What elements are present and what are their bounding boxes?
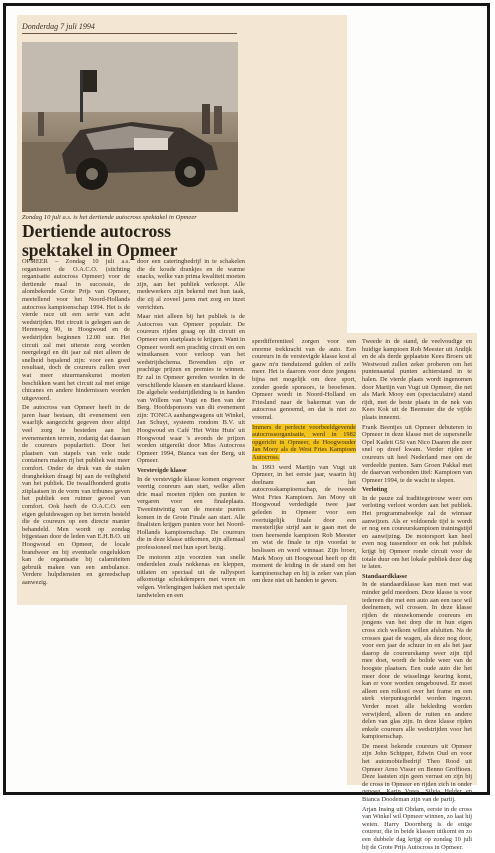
paragraph: Frank Beentjes uit Opmeer debuteren in Opmeer in deze klasse met de supersnelle Opel Kadett GSi van Nico Daaren die zeer snel op dreef kwam. Verder rijden er coureurs uit heel Nederland mee om de verdeelde punten. Sam Groen Pakkal met de daarvan verbonden titel: Kampioen van Opmeer 1994, te de wacht te slepen. [362,423,472,484]
article-column-4 [362,338,472,853]
paragraph: Arjan Insing uit Obdam, eerste in de cross van Winkel wil Opmeer winnen, zo laat hij weten. Harry Doornberg is de enige coureur, die in beide klassen uitkomt en zo een dubbele dag krijgt op zondag 10 juli bij de Grote Prijs Autocross in Opmeer. [362,805,473,851]
paragraph: De autocross van Opmeer heeft in de jaren haar bestaan, dit evenement een waarlijk aangezicht gegeven door altijd veel zorg te besteden aan het evenementen terrein, zodanig dat daaraan de coureurs populariteit. Door het plaatsen van stapels van vele oude containers maken rij het publiek wat meer comfort. Onder de druk van de stalen dranghekken draagt bij aan de veiligheid van het publiek. De twaalfhonderd gratis zitplaatsen in de vorm van tribunes geven het publiek een ruimer gevoel van comfort. Ook heeft de O.A.C.O. een eigen geluidswagen op het terrein besteld die de coureurs op een directe manier behandeld. Men wordt op zondag bijgestaan door de leden van E.H.B.O. uit Hoogwoud en Opmeer, de locale brandweer en bij eventuele ongelukken kan de organisatie bij calamiteiten gebruik maken van een ambulance. Verdere hulpdiensten en gereedschap aanwezig. [22,404,130,586]
paragraph: Maar niet alleen bij het publiek is de Autocross van Opmeer populair. De coureurs rijden graag op dit circuit en Opmeer een startplaats te krijgen. Want in Opmeer wordt een prachtig circuit en een winstkansen voor verloop van het wedstrijdschema. Bovendien zijn er prachtige prijzen en premies te winnen. Er zal in Opmeer gereden worden in de verschillende klassen en standaard klasse. De algehele wedstrijdleiding is in handen van Willem van Vugt en Ben van der Berg. Hoofdsponsors van dit evenement zijn: TONCA aanhangwagens uit Winkel, Jan Schuyt, systeem rondom B.V. uit Hoogwoud en Café 'Het Witte Huis' uit Hoogwoud waar 's avonds de prijzen worden uitgereikt door Miss Autocross Opmeer 1994, Bianca van der Berg, uit Opmeer. [137,313,245,465]
article-headline: Dertiende autocross spektakel in Opmeer [22,221,178,260]
car-photo-illustration [22,42,238,212]
paragraph: OPMEER – Zondag 10 juli a.s. organiseert de O.A.C.O. (stichting organisatie autocross Opmeer) voor de dertiende maal in successie, de alombekende Grote Prijs van Opmeer, meetellend voor het Noord-Hollands autocross kampioenschap 1994. Het is de vierde race uit een serie van acht wedstrijden. Het circuit is gelegen aan de Herenweg 90, te Hoogwoud en de wedstrijden beginnen 12.00 uur. Het circuit zal met uiterste zorg worden neergelegd en dit jaar zal niet alleen de snelheid bepalend zijn: voor een goed resultaat, doch de coureurs zullen over wat meer stuurmanskunst moeten beschikken want het circuit zal met enige chicanes en andere hindernissen worden uitgevoerd. [22,258,130,402]
article-column-1 [22,258,130,589]
photo-caption: Zondag 10 juli a.s. is het dertiende autocross spektakel in Opmeer [22,214,197,221]
autocross-photo [22,42,238,212]
paragraph: De motoren zijn voorzien van snelle onderdelen zoals nokkenas en kleppen, uitlaten en speciaal uit de rallysport afkomstige schokdempers met veren en velgen. Verlengingen bakken met speciale tandwielen en een [137,553,245,599]
highlighted-text: Immers de perfecte voorbeeldgevende autocrossorganisatie, werd in 1982 opgericht in Opmeer, de Hoogwouder Jan Mooy als de West Fries Kampioen Autocross. [252,423,356,461]
paragraph: In 1993 werd Martijn van Vugt uit Opmeer, in het eerste jaar, waarin hij deelnam aan het autocrosskampioenschap, de tweede West Fries Kampioen. Jan Mooy uit Hoogwoud verdedigde twee jaar geleden in Opmeer voor een overtuigelijk finale door een meesterlijke strijd aan te gaan met de toen heersende kampioen Rob Meester en wist de finale te rijn voordat te beslissen en werd winnaar. Zijn broer, Mark Mooy uit Hoogwoud heeft op dit moment de leiding in de stand om het kampioenschap en hij is zeker van plan om deze niet uit handen te geven. [252,463,356,585]
subheading: Standaardklasse [362,572,408,580]
paragraph: door een cateringbedrijf in te schakelen die de koude drankjes en de warme snacks, welke van prima kwaliteit moeten zijn, aan het publiek verkoopt. Alle medewerkers zijn bekend met hun taak, die zij al zoveel jaren met zorg en inzet verrichten. [137,258,245,311]
paragraph: Tweede in de stand, de veelvoudige en huidige kampioen Rob Meester uit Andijk en de als derde geplaatste Kees Broers uit Westwoud zullen zeker proberen om het puntenaantal punten achterstand in te halen. De vierde plaats wordt ingenomen door Martijn van Vugt uit Opmeer, die net als Mark Mooy een (spectaculaire) stand rijdt, met de beste plaats in de nek van Kees Kok uit de Beemster die de vijfde plaats inneemt. [362,338,472,421]
date-line: Donderdag 7 juli 1994 [22,22,237,34]
paragraph: In de verstevigde klasse komen ongeveer veertig coureurs aan start, welke allen drie maal moeten rijden om punten te vergaren voor een finaleplaats. Tweeëntwintig van de meeste punten komen in de Grote Finale aan start. Alle finalisten krijgen punten voor het Noord-Hollands kampioenschap. De coureurs die in deze klasse uitkomen, zijn allemaal professioneel met hun sport bezig. [137,475,245,551]
paragraph: sperdifferentieel zorgen voor een enorme trekkracht van de auto. Een coureurs in de verstevigde klasse kost al gauw m'n tienduizend gulden of zelfs meer. Het is daarom voor deze jongens bijna net mogelijk om deze sport, zonder goede sponsors, te beoefenen. Opmeer wordt in Noord-Holland en Friesland naar de bakermat van de autocross genoemd, en dat is niet zo vreemd. [252,338,356,421]
subheading: Verloting [362,486,388,494]
article-column-2 [137,258,245,601]
paragraph: In de pauze zal traditiegetrouw weer een verloting verloot worden aan het publiek. Het programmaboekje zal de winnaar aanwijzen. Als er voldoende tijd is wordt er nog een coureurskampioen trainingstijd en aanwijzing. De motorsport kan heel even nog tussendoor en ook het publiek krijgt bij Opmeer ronde circuit voor de totale duur om het lokale publiek deze dag te laten. [362,494,472,571]
subheading: Verstevigde klasse [137,467,187,475]
article-column-3 [252,338,356,587]
paragraph: In de standaardklasse kan men met wat minder geld meedoen. Deze klasse is voor iedereen die met een auto aan een race wil deelnemen, wil crossen. In deze klasse rijden de nieuwkomende coureurs en jongens van het dorp die in hun eigen cross zich welkom willen afsluiten. Na de crosses gaat de wagen, als deze nog door, voor een jaar de schuur in en als het jaar daarop de coureurskamp weer zijn tijd mee doet, wordt de bolide weer van de hoogste plaatsen. Een oude auto die het meer door de wisselinge keuring komt, kan er voor worden omgebouwd. Er moet alleen een rolkooi over het frame en een sterk vierpuntsgordel worden ingezet. Verder moet alle bekleding worden verwijderd, alleen de ruiten en andere delen van glas zijn. In deze klasse rijden enkele coureurs alle wedstrijden voor het kampioenschap. [362,581,472,741]
paragraph: De meest bekende coureurs uit Opmeer zijn John Schipper, Edwin Oud en voor het automobielbedrijf Theo Rood uit Opmeer Arno Visser en Benno Groffioen. Deze laatsten zijn geen verrast en zijn bij de cross in Opmeer en rijden zich in onder genoeg. Karin Vrees, Silvia Helder en Bianca Doodeman zijn van de partij. [362,742,472,804]
